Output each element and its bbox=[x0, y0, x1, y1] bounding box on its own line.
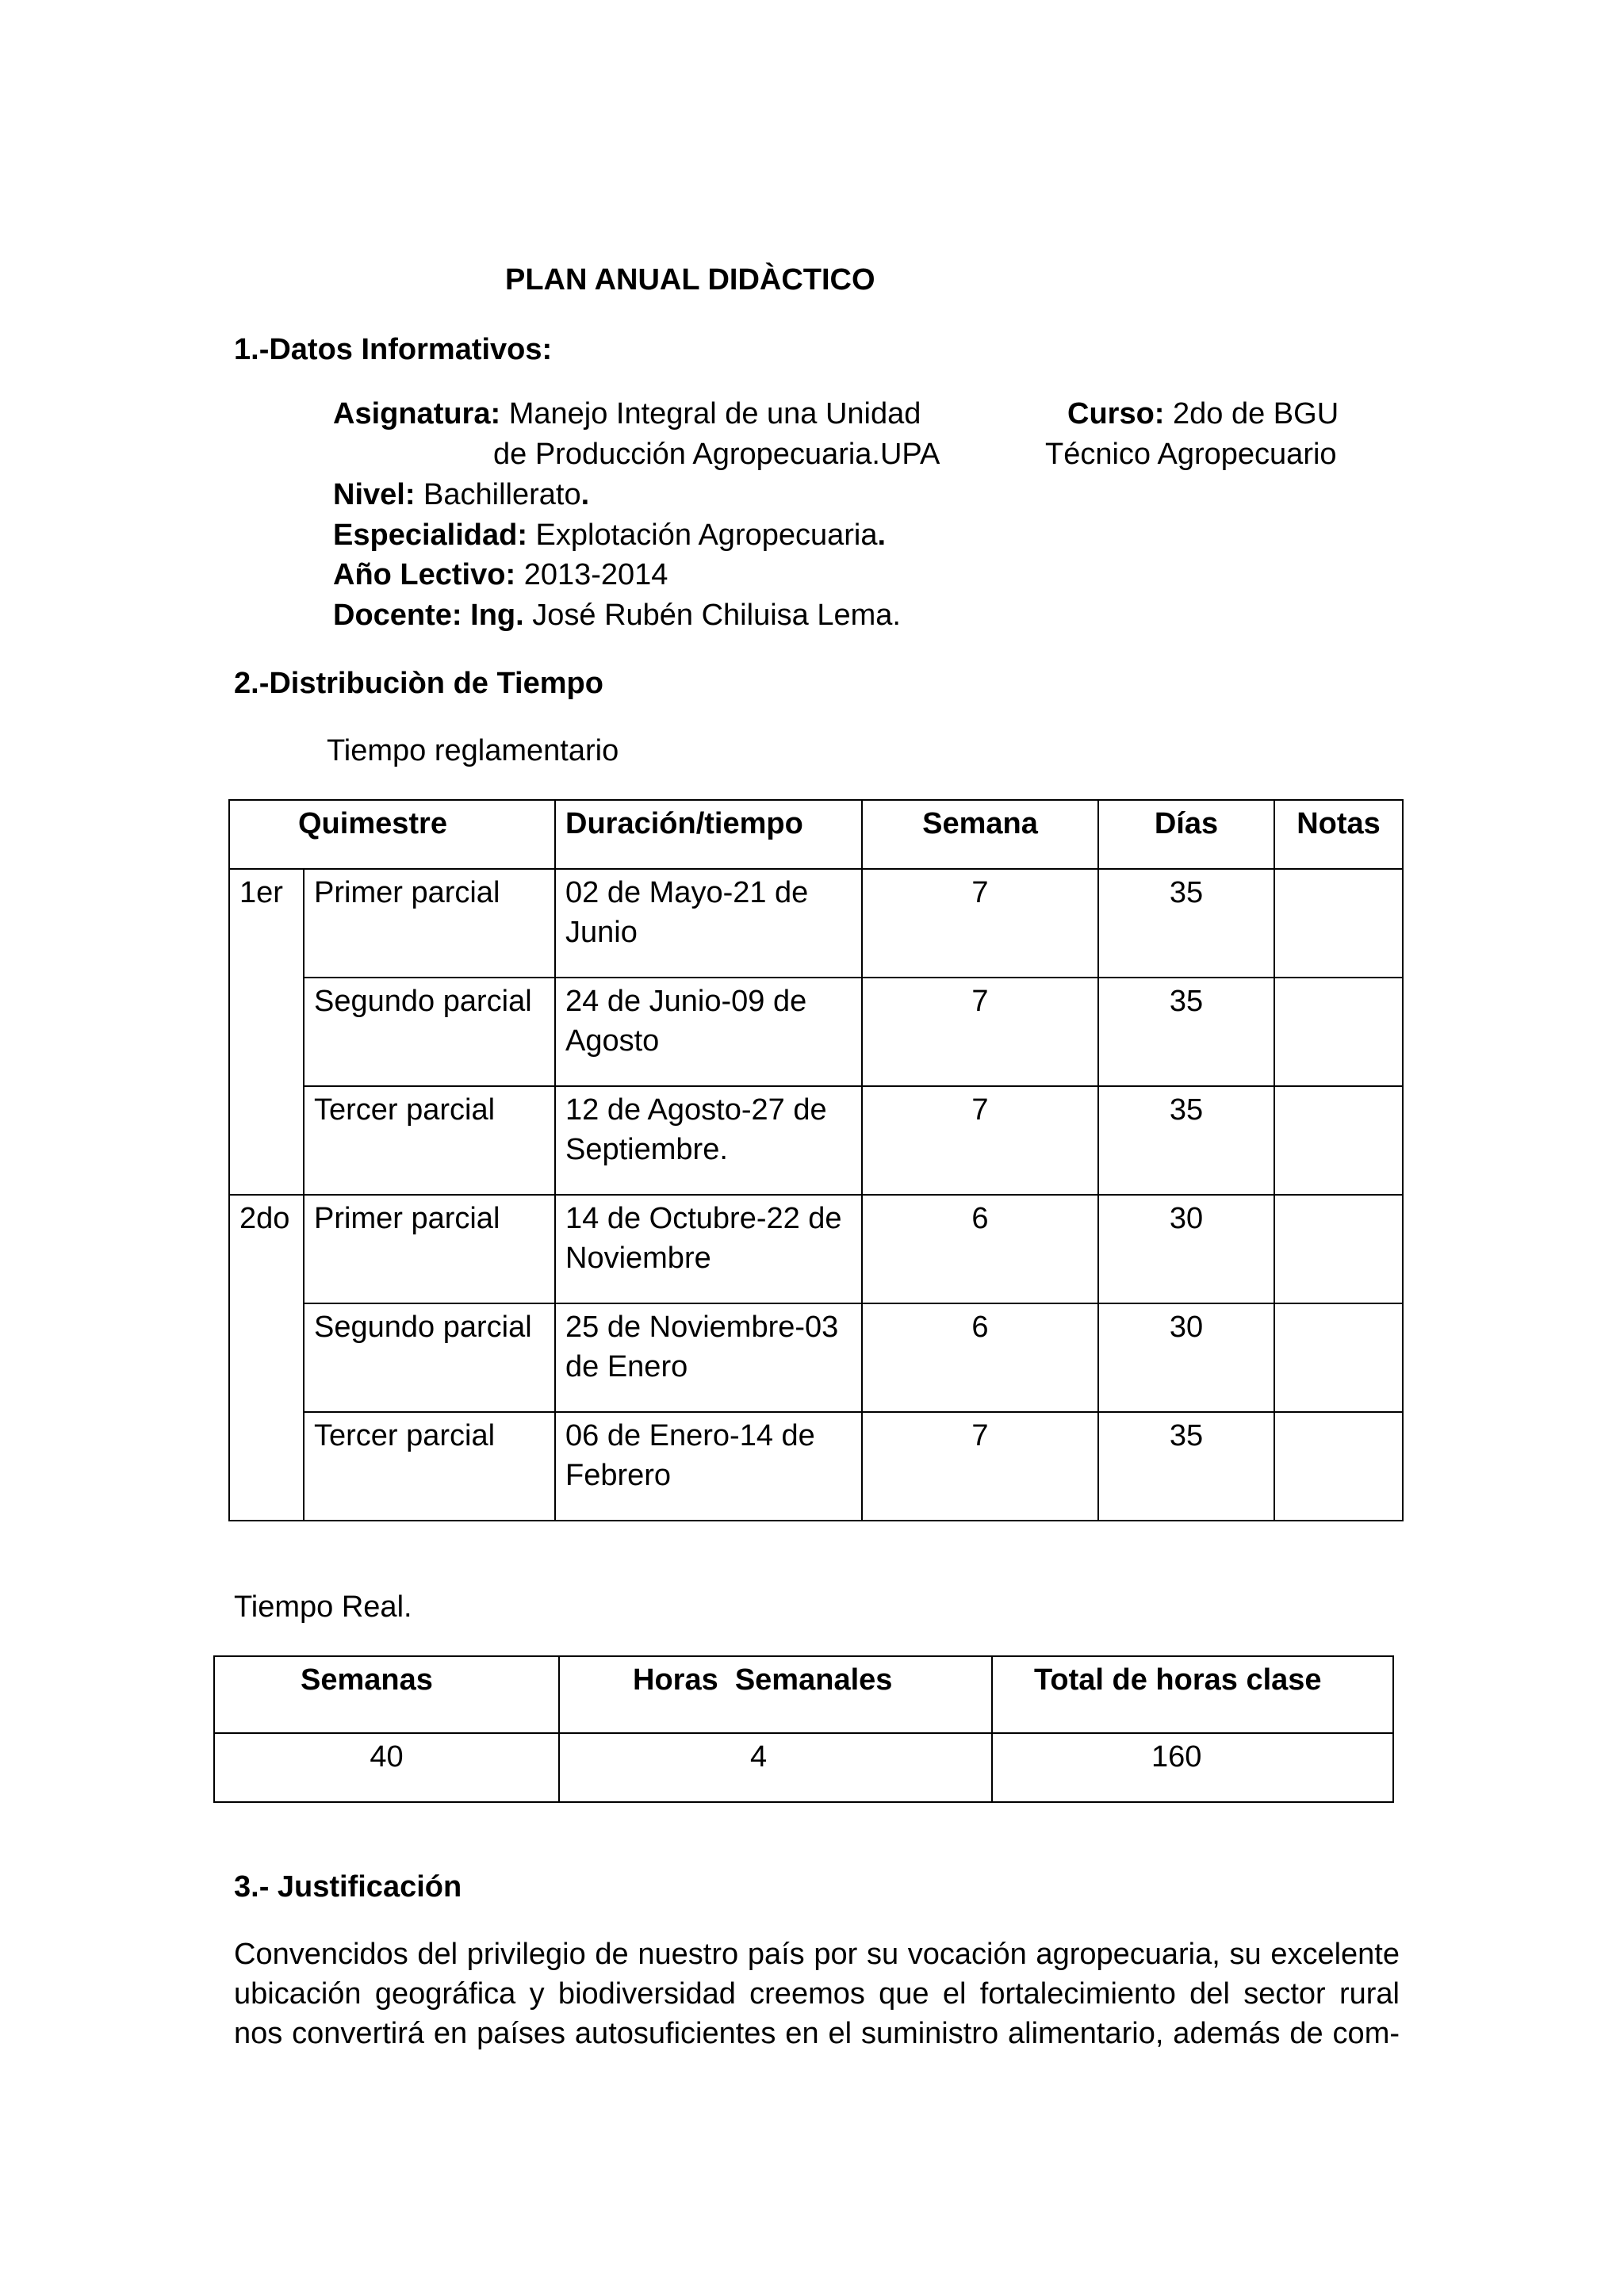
curso-line bbox=[1067, 394, 1339, 434]
table-row bbox=[229, 1303, 1403, 1412]
tiempo-real-table bbox=[213, 1655, 1394, 1803]
curso-value: 2do de BGU bbox=[1173, 397, 1339, 430]
notas-cell bbox=[1274, 1303, 1403, 1412]
notas-cell bbox=[1274, 869, 1403, 978]
parcial-cell: Primer parcial bbox=[304, 1195, 555, 1303]
table-row bbox=[229, 1195, 1403, 1303]
anio-lectivo-label: Año Lectivo: bbox=[333, 558, 516, 591]
duracion-cell: 06 de Enero-14 de Febrero bbox=[555, 1412, 862, 1521]
table-row bbox=[229, 978, 1403, 1086]
semana-cell: 7 bbox=[862, 1086, 1098, 1195]
section-2-heading: 2.-Distribuciòn de Tiempo bbox=[234, 667, 603, 700]
page-title: PLAN ANUAL DIDÀCTICO bbox=[505, 263, 875, 297]
semana-cell: 7 bbox=[862, 1412, 1098, 1521]
total-horas-value: 160 bbox=[992, 1733, 1393, 1802]
asignatura-line bbox=[333, 394, 921, 434]
dias-cell: 35 bbox=[1098, 978, 1274, 1086]
tiempo-real-label: Tiempo Real. bbox=[234, 1590, 412, 1624]
quimestre-cell: 2do bbox=[229, 1195, 304, 1303]
table-row bbox=[229, 1412, 1403, 1521]
nivel-label: Nivel: bbox=[333, 478, 416, 511]
quimestre-cell bbox=[229, 1303, 304, 1412]
parcial-cell: Segundo parcial bbox=[304, 978, 555, 1086]
column-header-semana: Semana bbox=[862, 800, 1098, 869]
quimestre-cell bbox=[229, 1086, 304, 1195]
tiempo-reglamentario-label: Tiempo reglamentario bbox=[327, 734, 619, 767]
quimestre-cell bbox=[229, 978, 304, 1086]
asignatura-label: Asignatura: bbox=[333, 397, 501, 430]
duracion-cell: 24 de Junio-09 de Agosto bbox=[555, 978, 862, 1086]
column-header-total-horas: Total de horas clase bbox=[992, 1656, 1393, 1733]
section-3-heading: 3.- Justificación bbox=[234, 1870, 462, 1904]
dias-cell: 30 bbox=[1098, 1195, 1274, 1303]
asignatura-value: Manejo Integral de una Unidad bbox=[508, 397, 921, 430]
justificacion-paragraph: Convencidos del privilegio de nuestro país por su vocación agropecuaria, su excelente ubicación geográfica y biodiversidad creemos que el fortalecimiento del sector rural nos convertirá en países autosuficientes en el suministro alimentario, además de com- bbox=[234, 1938, 1400, 2050]
duracion-cell: 12 de Agosto-27 de Septiembre. bbox=[555, 1086, 862, 1195]
parcial-cell: Segundo parcial bbox=[304, 1303, 555, 1412]
column-header-duracion: Duración/tiempo bbox=[555, 800, 862, 869]
docente-label: Docente: bbox=[333, 599, 462, 632]
curso-value-line2: Técnico Agropecuario bbox=[1045, 438, 1337, 471]
table-header-row bbox=[214, 1656, 1393, 1733]
column-header-semanas: Semanas bbox=[214, 1656, 559, 1733]
notas-cell bbox=[1274, 1195, 1403, 1303]
horas-semanales-value: 4 bbox=[559, 1733, 992, 1802]
dias-cell: 35 bbox=[1098, 869, 1274, 978]
section-1-heading: 1.-Datos Informativos: bbox=[234, 333, 553, 366]
notas-cell bbox=[1274, 1412, 1403, 1521]
docente-value: José Rubén Chiluisa Lema. bbox=[532, 599, 901, 632]
duracion-cell: 25 de Noviembre-03 de Enero bbox=[555, 1303, 862, 1412]
column-header-horas-semanales: Horas Semanales bbox=[559, 1656, 992, 1733]
parcial-cell: Tercer parcial bbox=[304, 1412, 555, 1521]
quimestre-cell: 1er bbox=[229, 869, 304, 978]
especialidad-value: Explotación Agropecuaria bbox=[535, 519, 878, 552]
table-header-row bbox=[229, 800, 1403, 869]
especialidad-line: Especialidad: Explotación Agropecuaria. bbox=[333, 519, 887, 552]
semana-cell: 6 bbox=[862, 1195, 1098, 1303]
parcial-cell: Tercer parcial bbox=[304, 1086, 555, 1195]
column-header-dias: Días bbox=[1098, 800, 1274, 869]
asignatura-value-line2: de Producción Agropecuaria.UPA bbox=[493, 438, 940, 471]
notas-cell bbox=[1274, 978, 1403, 1086]
semana-cell: 7 bbox=[862, 978, 1098, 1086]
anio-lectivo-value: 2013-2014 bbox=[523, 558, 668, 591]
quimestre-cell bbox=[229, 1412, 304, 1521]
semana-cell: 7 bbox=[862, 869, 1098, 978]
dias-cell: 30 bbox=[1098, 1303, 1274, 1412]
duracion-cell: 02 de Mayo-21 de Junio bbox=[555, 869, 862, 978]
duracion-cell: 14 de Octubre-22 de Noviembre bbox=[555, 1195, 862, 1303]
nivel-value: Bachillerato bbox=[423, 478, 581, 511]
dias-cell: 35 bbox=[1098, 1086, 1274, 1195]
curso-label: Curso: bbox=[1067, 397, 1165, 430]
semanas-value: 40 bbox=[214, 1733, 559, 1802]
docente-line bbox=[333, 595, 901, 635]
parcial-cell: Primer parcial bbox=[304, 869, 555, 978]
semana-cell: 6 bbox=[862, 1303, 1098, 1412]
table-row bbox=[214, 1733, 1393, 1802]
table-row bbox=[229, 869, 1403, 978]
column-header-notas: Notas bbox=[1274, 800, 1403, 869]
column-header-quimestre: Quimestre bbox=[229, 800, 555, 869]
anio-lectivo-line bbox=[333, 555, 668, 595]
nivel-line: Nivel: Bachillerato. bbox=[333, 478, 590, 511]
especialidad-label: Especialidad: bbox=[333, 519, 527, 552]
notas-cell bbox=[1274, 1086, 1403, 1195]
dias-cell: 35 bbox=[1098, 1412, 1274, 1521]
docente-prefix: Ing. bbox=[470, 599, 524, 632]
table-row bbox=[229, 1086, 1403, 1195]
tiempo-reglamentario-table bbox=[228, 799, 1404, 1521]
